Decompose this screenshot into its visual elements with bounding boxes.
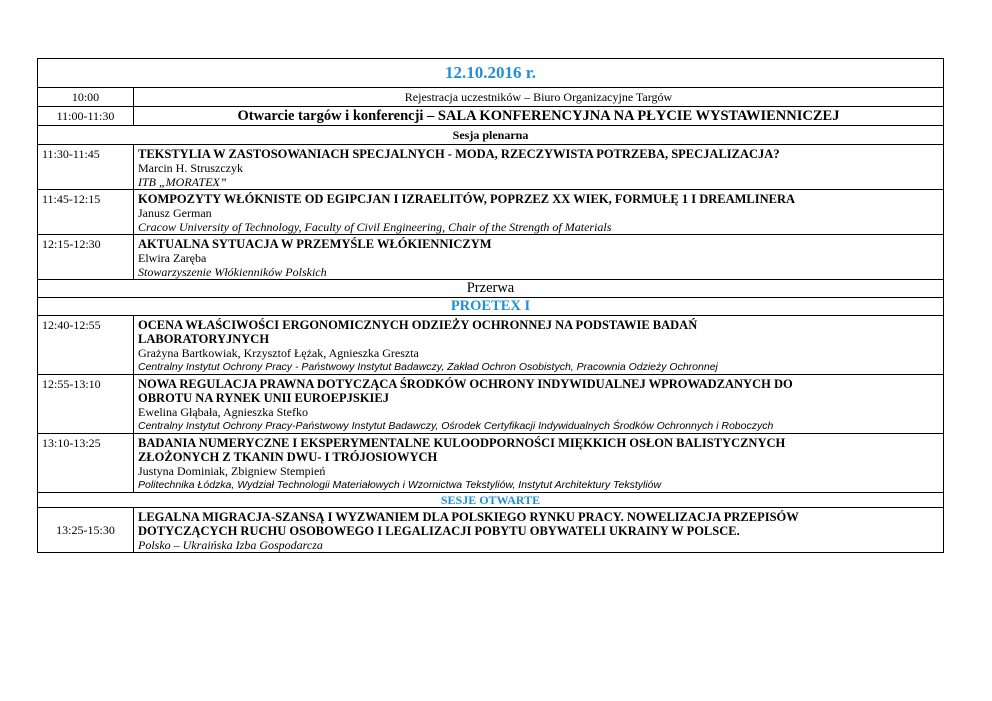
talk-title-line1: NOWA REGULACJA PRAWNA DOTYCZĄCA ŚRODKÓW OCHRONY INDYWIDUALNEJ WPROWADZANYCH DO [138,377,793,391]
talk-authors: Marcin H. Struszczyk [138,161,243,175]
talk-row [38,235,944,280]
registration-row [38,88,944,107]
talk-authors: Grażyna Bartkowiak, Krzysztof Łężak, Agnieszka Greszta [138,346,419,360]
proetex-header-row [38,298,944,316]
registration-time: 10:00 [38,88,134,107]
talk-time: 13:10-13:25 [38,434,134,493]
talk-details [134,508,944,553]
proetex-label: PROETEX I [38,298,944,316]
talk-time: 11:30-11:45 [38,145,134,190]
plenary-label: Sesja plenarna [38,126,944,145]
date-row [38,59,944,88]
talk-title-line1: BADANIA NUMERYCZNE I EKSPERYMENTALNE KULOODPORNOŚCI MIĘKKICH OSŁON BALISTYCZNYCH [138,436,786,450]
talk-title: AKTUALNA SYTUACJA W PRZEMYŚLE WŁÓKIENNICZYM [138,237,492,251]
talk-affiliation: ITB „MORATEX” [138,175,227,189]
open-sessions-label: SESJE OTWARTE [38,493,944,508]
talk-time: 13:25-15:30 [38,508,134,553]
talk-details [134,375,944,434]
talk-row [38,434,944,493]
open-sessions-header-row [38,493,944,508]
talk-row [38,375,944,434]
agenda-table [37,58,944,553]
talk-affiliation: Politechnika Łódzka, Wydział Technologii Materiałowych i Wzornictwa Tekstyliów, Instytut Architektury Tekstyliów [138,479,662,491]
talk-title-line1: LEGALNA MIGRACJA-SZANSĄ I WYZWANIEM DLA POLSKIEGO RYNKU PRACY. NOWELIZACJA PRZEPISÓW [138,510,799,524]
break-label: Przerwa [38,280,944,298]
talk-authors: Elwira Zaręba [138,251,207,265]
opening-text: Otwarcie targów i konferencji – SALA KONFERENCYJNA NA PŁYCIE WYSTAWIENNICZEJ [134,107,944,126]
talk-time: 12:40-12:55 [38,316,134,375]
talk-affiliation: Polsko – Ukraińska Izba Gospodarcza [138,538,323,552]
talk-time: 12:15-12:30 [38,235,134,280]
talk-title-line2: OBROTU NA RYNEK UNII EUROEPJSKIEJ [138,391,389,405]
talk-row [38,190,944,235]
talk-title-line2: DOTYCZĄCYCH RUCHU OSOBOWEGO I LEGALIZACJI POBYTU OBYWATELI UKRAINY W POLSCE. [138,524,740,538]
talk-affiliation: Centralny Instytut Ochrony Pracy - Państwowy Instytut Badawczy, Zakład Ochron Osobistych, Pracownia Odzieży Ochronnej [138,361,718,373]
opening-time: 11:00-11:30 [38,107,134,126]
talk-authors: Ewelina Głąbała, Agnieszka Stefko [138,405,308,419]
talk-time: 12:55-13:10 [38,375,134,434]
talk-affiliation: Stowarzyszenie Włókienników Polskich [138,265,327,279]
talk-authors: Janusz German [138,206,212,220]
break-row [38,280,944,298]
talk-details [134,316,944,375]
talk-affiliation: Centralny Instytut Ochrony Pracy-Państwowy Instytut Badawczy, Ośrodek Certyfikacji Indywidualnych Środków Ochronnych i Roboczych [138,420,774,432]
agenda-date: 12.10.2016 r. [38,59,944,88]
talk-time: 11:45-12:15 [38,190,134,235]
talk-title-line2: LABORATORYJNYCH [138,332,270,346]
talk-row [38,316,944,375]
talk-title: TEKSTYLIA W ZASTOSOWANIACH SPECJALNYCH - MODA, RZECZYWISTA POTRZEBA, SPECJALIZACJA? [138,147,780,161]
plenary-header-row [38,126,944,145]
agenda-page [37,58,944,553]
talk-details [134,190,944,235]
talk-authors: Justyna Dominiak, Zbigniew Stempień [138,464,326,478]
talk-details [134,235,944,280]
talk-title: KOMPOZYTY WŁÓKNISTE OD EGIPCJAN I IZRAELITÓW, POPRZEZ XX WIEK, FORMUŁĘ 1 I DREAMLINERA [138,192,796,206]
talk-row [38,508,944,553]
opening-row [38,107,944,126]
registration-text: Rejestracja uczestników – Biuro Organizacyjne Targów [134,88,944,107]
talk-title-line1: OCENA WŁAŚCIWOŚCI ERGONOMICZNYCH ODZIEŻY OCHRONNEJ NA PODSTAWIE BADAŃ [138,318,698,332]
talk-affiliation: Cracow University of Technology, Faculty of Civil Engineering, Chair of the Strength of Materials [138,220,612,234]
talk-details [134,145,944,190]
talk-row [38,145,944,190]
talk-details [134,434,944,493]
talk-title-line2: ZŁOŻONYCH Z TKANIN DWU- I TRÓJOSIOWYCH [138,450,438,464]
